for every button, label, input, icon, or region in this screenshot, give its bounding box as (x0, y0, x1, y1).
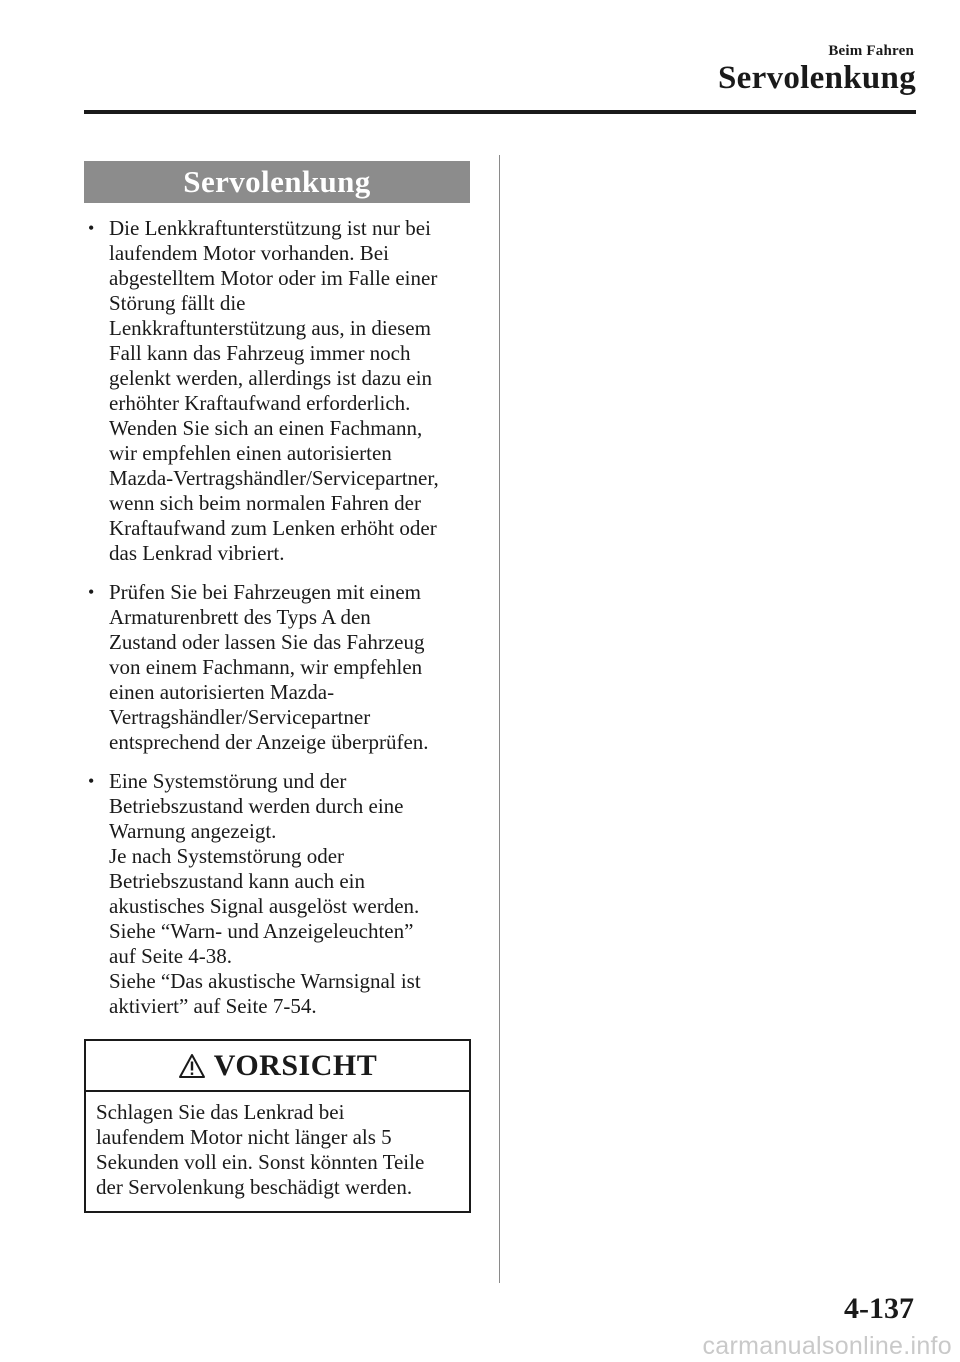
bullet-line: Kraftaufwand zum Lenken erhöht oder (109, 516, 437, 540)
bullet-line: das Lenkrad vibriert. (109, 541, 285, 565)
bullet-line: Warnung angezeigt. (109, 819, 277, 843)
warning-triangle-icon (178, 1053, 206, 1079)
bullet-line: Mazda-Vertragshändler/Servicepartner, (109, 466, 439, 490)
watermark: carmanualsonline.info (702, 1332, 952, 1360)
bullet-line: Störung fällt die (109, 291, 246, 315)
bullet-line: Je nach Systemstörung oder (109, 844, 345, 868)
bullet-line: Betriebszustand kann auch ein (109, 869, 365, 893)
bullet-line: wenn sich beim normalen Fahren der (109, 491, 421, 515)
bullet-line: Wenden Sie sich an einen Fachmann, (109, 416, 423, 440)
bullet-line: Lenkkraftunterstützung aus, in diesem (109, 316, 431, 340)
bullet-line: entsprechend der Anzeige überprüfen. (109, 730, 429, 754)
bullet-line: laufendem Motor vorhanden. Bei (109, 241, 389, 265)
bullet-list (88, 216, 474, 1033)
caution-header (86, 1041, 469, 1092)
caution-line: Sekunden voll ein. Sonst könnten Teile (96, 1150, 425, 1174)
caution-line: der Servolenkung beschädigt werden. (96, 1175, 413, 1199)
bullet-line: aktiviert” auf Seite 7-54. (109, 994, 317, 1018)
header-rule (84, 110, 916, 114)
bullet-line: Betriebszustand werden durch eine (109, 794, 404, 818)
bullet-icon: • (88, 771, 95, 791)
bullet-line: Die Lenkkraftunterstützung ist nur bei (109, 216, 431, 240)
bullet-line: abgestelltem Motor oder im Falle einer (109, 266, 438, 290)
caution-line: Schlagen Sie das Lenkrad bei (96, 1100, 345, 1124)
bullet-line: auf Seite 4-38. (109, 944, 233, 968)
bullet-line: Prüfen Sie bei Fahrzeugen mit einem (109, 580, 421, 604)
bullet-item-1 (88, 216, 474, 566)
caution-line: laufendem Motor nicht länger als 5 (96, 1125, 392, 1149)
column-divider (499, 155, 500, 1283)
bullet-item-3 (88, 769, 474, 1019)
bullet-line: Zustand oder lassen Sie das Fahrzeug (109, 630, 425, 654)
bullet-icon: • (88, 218, 95, 238)
header-title: Servolenkung (718, 60, 916, 96)
bullet-line: Eine Systemstörung und der (109, 769, 347, 793)
caution-text (86, 1092, 469, 1200)
bullet-line: wir empfehlen einen autorisierten (109, 441, 392, 465)
bullet-line: Fall kann das Fahrzeug immer noch (109, 341, 411, 365)
bullet-line: Vertragshändler/Servicepartner (109, 705, 371, 729)
bullet-line: Armaturenbrett des Typs A den (109, 605, 371, 629)
page-number: 4-137 (844, 1292, 914, 1325)
caution-box (84, 1039, 471, 1213)
bullet-line: erhöhter Kraftaufwand erforderlich. (109, 391, 411, 415)
bullet-icon: • (88, 582, 95, 602)
header-chapter: Beim Fahren (828, 43, 914, 59)
section-title: Servolenkung (84, 161, 470, 203)
bullet-line: von einem Fachmann, wir empfehlen (109, 655, 423, 679)
bullet-line: akustisches Signal ausgelöst werden. (109, 894, 420, 918)
bullet-line: gelenkt werden, allerdings ist dazu ein (109, 366, 433, 390)
caution-title: VORSICHT (213, 1048, 378, 1082)
bullet-item-2 (88, 580, 474, 755)
bullet-line: Siehe “Warn- und Anzeigeleuchten” (109, 919, 414, 943)
bullet-line: einen autorisierten Mazda- (109, 680, 335, 704)
bullet-line: Siehe “Das akustische Warnsignal ist (109, 969, 421, 993)
